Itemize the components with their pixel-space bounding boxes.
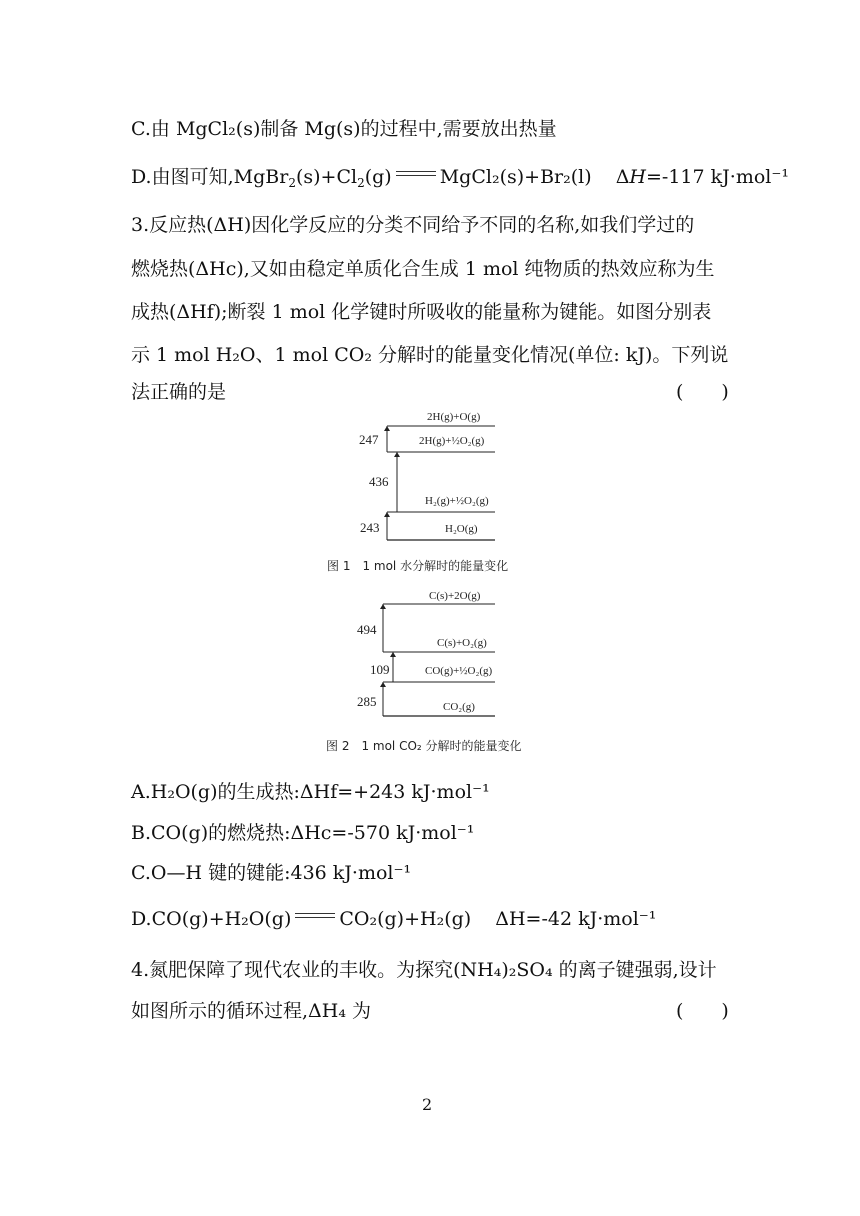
- value-436: 436: [369, 474, 389, 489]
- label-co-half-o2: CO(g)+½O₂(g): [425, 665, 493, 677]
- q3-line5: 法正确的是: [131, 381, 227, 403]
- figure-1-caption: 图 1 1 mol 水分解时的能量变化: [327, 559, 509, 573]
- option-3a: A.H₂O(g)的生成热:ΔHf=+243 kJ·mol⁻¹: [131, 781, 490, 803]
- option-2d-dh: ΔH=-117 kJ·mol⁻¹: [615, 166, 789, 188]
- q3-line3: 成热(ΔHf);断裂 1 mol 化学键时所吸收的能量称为键能。如图分别表: [131, 301, 712, 323]
- option-3c: C.O—H 键的键能:436 kJ·mol⁻¹: [131, 862, 412, 884]
- q4-answer-paren: ( ): [676, 1000, 729, 1022]
- option-3d: [131, 908, 656, 930]
- figure-2-caption: 图 2 1 mol CO₂ 分解时的能量变化: [326, 739, 522, 753]
- option-3d-dh: ΔH=-42 kJ·mol⁻¹: [495, 908, 657, 930]
- label-co2: CO₂(g): [443, 701, 475, 713]
- value-247: 247: [359, 432, 379, 447]
- option-2c: C.由 MgCl₂(s)制备 Mg(s)的过程中,需要放出热量: [131, 118, 557, 140]
- label-h2o: H₂O(g): [445, 523, 478, 535]
- label-2h-half-o2: 2H(g)+½O₂(g): [419, 435, 485, 447]
- figure-2-energy-diagram: [355, 582, 515, 722]
- label-c-2o: C(s)+2O(g): [429, 590, 481, 602]
- q3-line2: 燃烧热(ΔHc),又如由稳定单质化合生成 1 mol 纯物质的热效应称为生: [131, 258, 715, 280]
- option-2d-rest: MgCl₂(s)+Br₂(l): [439, 166, 592, 188]
- label-2h-o: 2H(g)+O(g): [427, 411, 481, 423]
- label-h2-half-o2: H₂(g)+½O₂(g): [425, 495, 489, 507]
- option-3d-right: CO₂(g)+H₂(g): [339, 908, 472, 930]
- page-number: 2: [422, 1095, 433, 1114]
- figure-1-energy-diagram: [355, 400, 515, 545]
- q3-line1: 3.反应热(ΔH)因化学反应的分类不同给予不同的名称,如我们学过的: [131, 214, 695, 236]
- q4-line1: 4.氮肥保障了现代农业的丰收。为探究(NH₄)₂SO₄ 的离子键强弱,设计: [131, 959, 717, 981]
- value-285: 285: [357, 694, 377, 709]
- option-3d-left: D.CO(g)+H₂O(g): [131, 908, 292, 930]
- q3-line4: 示 1 mol H₂O、1 mol CO₂ 分解时的能量变化情况(单位: kJ)。下列说: [131, 344, 729, 366]
- value-494: 494: [357, 622, 377, 637]
- q4-line2: 如图所示的循环过程,ΔH₄ 为: [131, 1000, 371, 1022]
- equation-arrow: [396, 171, 436, 177]
- option-2d-prefix: D.由图可知$,MgBr_2(s)+Cl_2(g)$: [131, 166, 392, 190]
- option-2d: [131, 162, 789, 190]
- value-109: 109: [370, 662, 390, 677]
- value-243: 243: [360, 520, 380, 535]
- option-3b: B.CO(g)的燃烧热:ΔHc=-570 kJ·mol⁻¹: [131, 822, 475, 844]
- q3-answer-paren: ( ): [676, 381, 729, 403]
- label-c-o2: C(s)+O₂(g): [437, 637, 487, 649]
- equation-arrow: [295, 913, 335, 919]
